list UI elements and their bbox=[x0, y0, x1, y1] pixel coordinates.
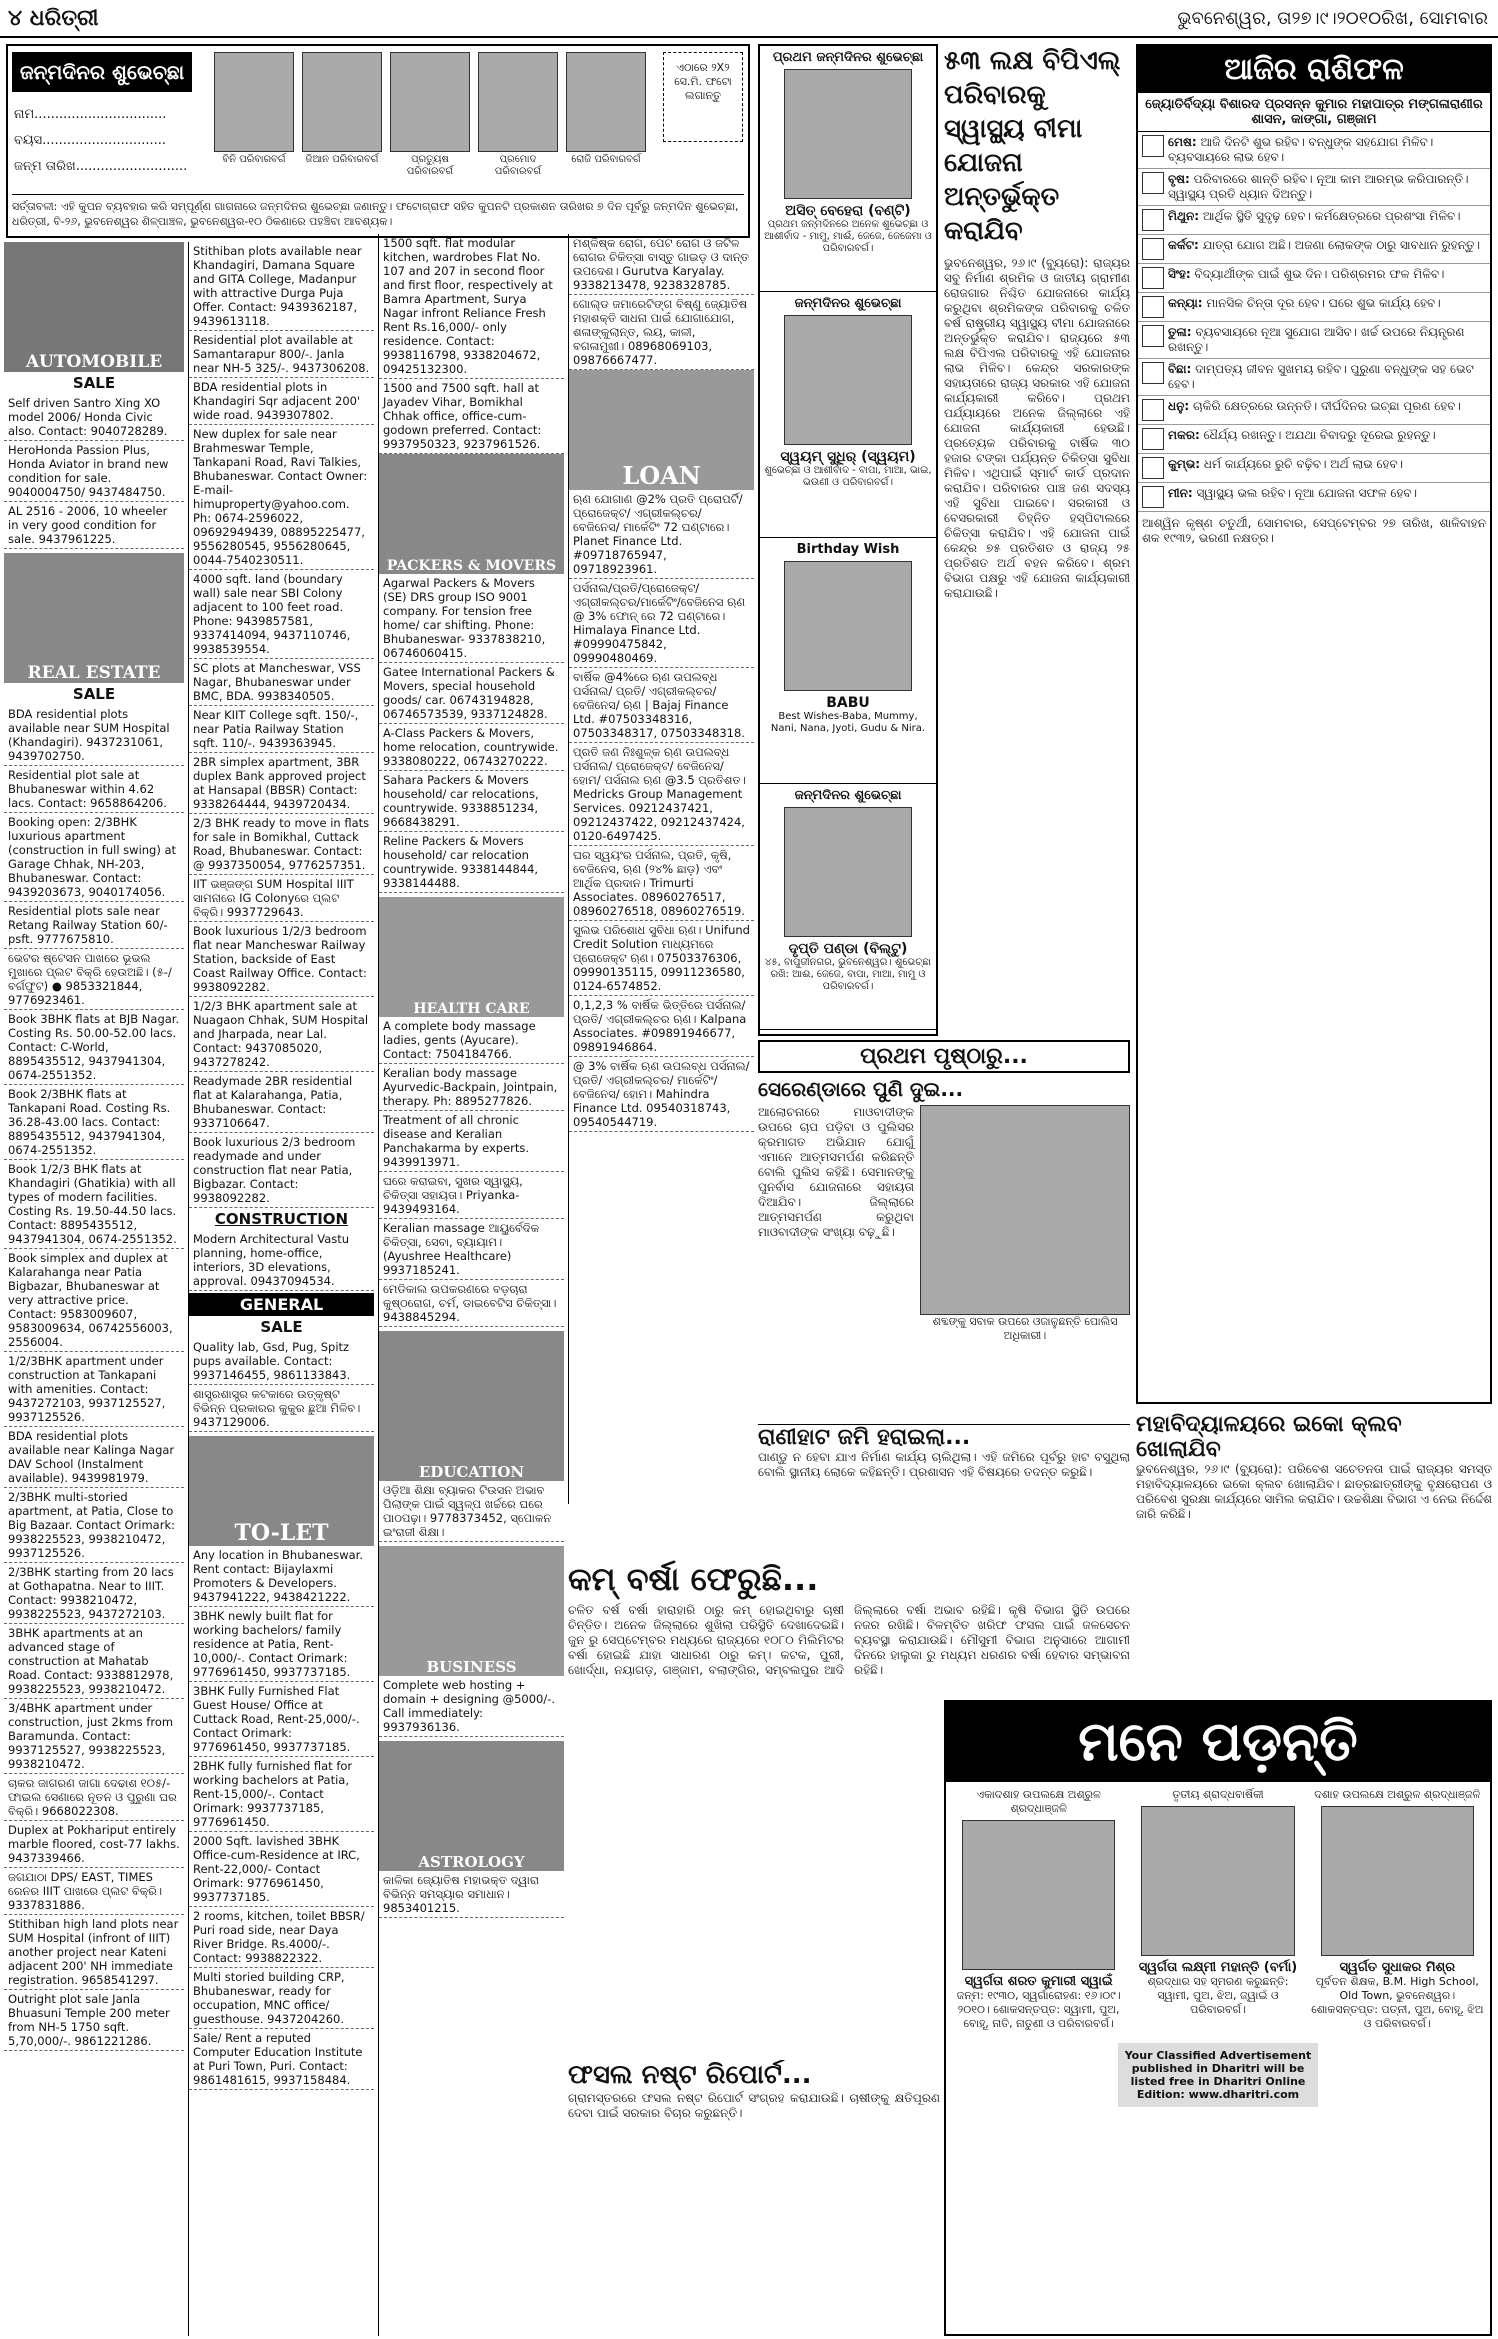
real-estate-label: REAL ESTATE bbox=[27, 663, 161, 683]
horoscope-text bbox=[1168, 238, 1486, 260]
zodiac-sign: ମୀନ: bbox=[1168, 486, 1193, 500]
child-caption: ପ୍ରତ୍ୟୁଷ ପରିବାରବର୍ଗ bbox=[406, 154, 454, 177]
classified-ad: Outright plot sale Janla Bhuasuni Temple 200 meter from NH-5 1750 sqft. 5,70,000/-. 9861221286. bbox=[4, 1990, 184, 2051]
child-caption: ପ୍ରମୋଦ ପରିବାରବର୍ଗ bbox=[494, 154, 542, 177]
child-caption: ରୋଜି ପରିବାରବର୍ଗ bbox=[571, 154, 641, 165]
classified-ad: 2/3BHK multi-storied apartment, at Patia, Close to Big Bazaar. Contact Orimark: 9938225523, 9938210472, 9937125526. bbox=[4, 1488, 184, 1563]
greeting-photo bbox=[784, 807, 912, 937]
classified-ad: Stithiban plots available near Khandagiri, Damana Square and GITA College, Madanpur with attractive Durga Puja Offer. Contact: 9439362187, 9439613118. bbox=[189, 242, 374, 331]
horoscope-text bbox=[1168, 296, 1486, 318]
business-label: BUSINESS bbox=[426, 1658, 517, 1676]
construction-heading: CONSTRUCTION bbox=[214, 1210, 349, 1228]
classified-ad: ମେଡିକାଲ ଉପକରଣରେ ବଡ଼ଚାରା କୁଷ୍ଠରୋଗ, ଚର୍ମ, ଡାଇବେଟିସ ଚିକିତ୍ସା। 9438845294. bbox=[379, 1280, 564, 1327]
story-crop-loss-body: ଗ୍ରାମସ୍ତରରେ ଫସଲ ନଷ୍ଟ ରିପୋର୍ଟ ସଂଗ୍ରହ କରାଯାଉଛି। ଚାଷୀଙ୍କୁ କ୍ଷତିପୂରଣ ଦେବା ପାଇଁ ସରକାର ବିଚାର କରୁଛନ୍ତି। bbox=[568, 2091, 940, 2120]
classified-ad: @ 3% ବାର୍ଷିକ ଋଣ ଉପଲବ୍ଧ ପର୍ସନାଲ/ ପ୍ରତି/ ଏଗ୍ରୀକଲ୍ଚର/ ମାର୍କେଟିଂ/ ବେଜିନେସ/ ହୋମ। Mahindra Finance Ltd. 09540318743, 09540544719. bbox=[569, 1057, 754, 1132]
zodiac-icon bbox=[1142, 325, 1164, 347]
masthead bbox=[0, 0, 1498, 38]
classifieds-col-4 bbox=[568, 234, 754, 1504]
automobile-category-image bbox=[4, 242, 184, 372]
horoscope-item bbox=[1138, 264, 1490, 293]
horoscope-text bbox=[1168, 399, 1486, 421]
classified-ad: 3/4BHK apartment under construction, just 2kms from Baramunda. Contact: 9937125527, 9938225523, 9938210472. bbox=[4, 1699, 184, 1774]
horoscope-text bbox=[1168, 457, 1486, 479]
classified-ad: BDA residential plots in Khandagiri Sqr adjacent 200' wide road. 9439307802. bbox=[189, 378, 374, 425]
horoscope-item bbox=[1138, 359, 1490, 396]
horoscope-list bbox=[1138, 132, 1490, 512]
classified-ad: Book 1/2/3 BHK flats at Khandagiri (Ghatikia) with all types of modern facilities. Costing Rs. 19.50-44.50 lacs. Contact: 8895435512, 9437941304, 0674-2551352. bbox=[4, 1160, 184, 1249]
greeting-card bbox=[760, 46, 936, 292]
to-let-label: TO-LET bbox=[234, 1520, 329, 1546]
classified-ad: Reline Packers & Movers household/ car relocation countrywide. 9338144844, 9338144488. bbox=[379, 832, 564, 893]
classifieds-col-1 bbox=[4, 242, 184, 2336]
dateline: ଭୁବନେଶ୍ୱର, ତା୨୭।୯।୨୦୧୦ରିଖ, ସୋମବାର bbox=[1177, 8, 1488, 29]
birthday-coupon bbox=[6, 44, 750, 238]
classified-ad: BDA residential plots available near Kalinga Nagar DAV School (Instalment available). 9439981979. bbox=[4, 1427, 184, 1488]
obituary-3 bbox=[1311, 1788, 1484, 2031]
horoscope-panel bbox=[1136, 44, 1492, 1404]
classified-ad: Book 3BHK flats at BJB Nagar. Costing Rs. 50.00-52.00 lacs. Contact: C-World, 8895435512, 9437941304, 0674-2551352. bbox=[4, 1010, 184, 1085]
classified-ad: Any location in Bhubaneswar. Rent contact: Bijaylaxmi Promoters & Developers. 9437941222, 9438421222. bbox=[189, 1546, 374, 1607]
zodiac-icon bbox=[1142, 172, 1164, 194]
classifieds-col-2 bbox=[188, 242, 374, 2336]
birthday-photos bbox=[214, 52, 654, 182]
horoscope-item bbox=[1138, 425, 1490, 454]
zodiac-sign: କୁମ୍ଭ: bbox=[1168, 457, 1201, 471]
education-category-image bbox=[379, 1331, 564, 1481]
greeting-photo bbox=[784, 69, 912, 199]
horoscope-title: ଆଜିର ରାଶିଫଳ bbox=[1138, 46, 1490, 93]
horoscope-item bbox=[1138, 235, 1490, 264]
classified-ad: 4000 sqft. land (boundary wall) sale near SBI Colony adjacent to 100 feet road. Phone: 9439857581, 9337414094, 9437110746, 9938539554. bbox=[189, 570, 374, 659]
business-ad: Complete web hosting + domain + designing @5000/-. Call immediately: 9937936136. bbox=[379, 1676, 564, 1737]
classified-ad: Book simplex and duplex at Kalarahanga near Patia Bigbazar, Bhubaneswar at very attractive price. Contact: 9583009607, 9583009634, 06742556003, 2556004. bbox=[4, 1249, 184, 1352]
horoscope-item bbox=[1138, 132, 1490, 169]
obituary-2-name: ସ୍ୱର୍ଗତା ଲକ୍ଷ୍ମୀ ମହାନ୍ତି (ବର୍ମା) bbox=[1138, 1960, 1298, 1975]
front-page-continuations bbox=[758, 1040, 1130, 1420]
greeting-text: Best Wishes-Baba, Mummy, Nani, Nana, Jyoti, Gudu & Nira. bbox=[770, 711, 926, 734]
classified-ad: ଭେଟର ଷ୍ଟେସନ ପାଖରେ ଭୂଭଲ ମୁଖାରେ ପ୍ଲଟ ବିକ୍ରି ହେଉଅଛି। (୫-/ବର୍ଗଫୁଟ) ● 9853321844, 9776923461. bbox=[4, 949, 184, 1010]
astrology-category-image bbox=[379, 1741, 564, 1871]
greeting-text: ପ୍ରଥମ ଜନ୍ମଦିନରେ ଅନେକ ଶୁଭେଚ୍ଛା ଓ ଆଶୀର୍ବାଦ - ମାମୁ, ମାଈଁ, ଜେଜେ, ଜେଜେମା ଓ ପରିବାରବର୍ଗ। bbox=[764, 219, 932, 254]
property-ads bbox=[189, 242, 374, 1208]
birthday-child bbox=[390, 52, 470, 182]
horoscope-text bbox=[1168, 209, 1486, 231]
continued-strip: ପ୍ରଥମ ପୃଷ୍ଠାରୁ... bbox=[758, 1040, 1130, 1073]
greeting-card bbox=[760, 538, 936, 784]
classified-ad: Booking open: 2/3BHK luxurious apartment (construction in full swing) at Garage Chhak, NH-203, Bhubaneswar. Contact: 9439203673, 9040174056. bbox=[4, 813, 184, 902]
zodiac-icon bbox=[1142, 135, 1164, 157]
classified-ad: 2 rooms, kitchen, toilet BBSR/ Puri road side, near Daya River Bridge. Rs.4000/-. Contact: 9938822322. bbox=[189, 1907, 374, 1968]
classified-ad: IIT ଭଞ୍ଜଙ୍ଗ SUM Hospital IIIT ସାମନାରେ IG Colonyରେ ପ୍ଲଟ ବିକ୍ରି। 9937729643. bbox=[189, 875, 374, 922]
classified-ad: Book 2/3BHK flats at Tankapani Road. Costing Rs. 36.28-43.00 lacs. Contact: 8895435512, 9437941304, 0674-2551352. bbox=[4, 1085, 184, 1160]
classified-ad: Near KIIT College sqft. 150/-, near Patia Railway Station sqft. 110/-. 9439363945. bbox=[189, 706, 374, 753]
obituary-1 bbox=[952, 1788, 1125, 2031]
obituary-1-occasion: ଏକାଦଶାହ ଉପଲକ୍ଷେ ଅଶ୍ରୁଳ ଶ୍ରଦ୍ଧାଞ୍ଜଳି bbox=[976, 1788, 1101, 1815]
greeting-text: ଶୁଭେଚ୍ଛା ଓ ଆଶୀର୍ବାଦ - ବାପା, ମାଆ, ଭାଇ, ଭଉଣୀ ଓ ପରିବାରବର୍ଗ। bbox=[764, 465, 932, 488]
astrology-label: ASTROLOGY bbox=[418, 1853, 525, 1871]
greeting-photo bbox=[784, 561, 912, 691]
age-field[interactable]: ବୟସ.............................. bbox=[14, 133, 167, 148]
horoscope-text bbox=[1168, 172, 1486, 202]
classified-ad: 1/2/3 BHK apartment sale at Nuagaon Chhak, SUM Hospital and Jharpada, near Lal. Contact: 9437085020, 9437278242. bbox=[189, 997, 374, 1072]
zodiac-icon bbox=[1142, 296, 1164, 318]
zodiac-sign: ମେଷ: bbox=[1168, 135, 1197, 149]
obituary-2 bbox=[1131, 1788, 1304, 2031]
panjika-footer: ଆଶ୍ୱିନ କୃଷ୍ଣ ଚତୁର୍ଥୀ, ସୋମବାର, ସେପ୍ଟେମ୍ବର ୨୭ ତାରିଖ, ଶାଳିବାହନ ଶକ ୧୯୩୨, ଭରଣୀ ନକ୍ଷତ୍ର। bbox=[1142, 516, 1486, 545]
classified-ad: ଘରେ କରାଇବା, ସୁଖର ସ୍ୱାସ୍ଥ୍ୟ, ଚିକିତ୍ସା ସହାୟତା। Priyanka- 9439493164. bbox=[379, 1172, 564, 1219]
business-category-image bbox=[379, 1546, 564, 1676]
classified-ad: 2/3BHK starting from 20 lacs at Gothapatna. Near to IIIT. Contact: 9938210472, 9938225523, 9437272103. bbox=[4, 1563, 184, 1624]
classified-ad: ଗୋଲ୍ଡ ଜମାରେଟିଙ୍ଗ ବିଷ୍ଣୁ ଜ୍ୟୋତିଷ ମହାଶକ୍ତି ସାଧନା ପାଇଁ ଯୋଗାଯୋଗ, ଶଳାଙ୍କୁଲାନ୍ତ, ଲୟ, କାଳୀ, ବଗଳାମୁଖୀ। 08968069103, 09876667477. bbox=[569, 295, 754, 370]
classified-ad: AL 2516 - 2006, 10 wheeler in very good condition for sale. 9437961225. bbox=[4, 502, 184, 549]
packers-category-image bbox=[379, 454, 564, 574]
greeting-text: ୪୫, ବାପୁଜୀନଗର, ଭୁବନେଶ୍ୱର। ଶୁଭେଚ୍ଛା ରଖି: ଆଈ, ଜେଜେ, ବାପା, ମାଆ, ମାମୁ ଓ ପରିବାରବର୍ଗ। bbox=[764, 957, 932, 992]
story-eco-club-headline: ମହାବିଦ୍ୟାଳୟରେ ଇକୋ କ୍ଲବ ଖୋଲାଯିବ bbox=[1136, 1412, 1402, 1462]
greeting-photo bbox=[784, 315, 912, 445]
classified-ad: Residential plot available at Samantarapur 800/-. Janla near NH-5 325/-. 9437306208. bbox=[189, 331, 374, 378]
birthday-child bbox=[302, 52, 382, 182]
automobile-ads bbox=[4, 394, 184, 549]
classified-ad: 1/2/3BHK apartment under construction at Tankapani with amenities. Contact: 9437272103, 9937125527, 9937125526. bbox=[4, 1352, 184, 1427]
classified-ad: 2000 Sqft. lavished 3BHK Office-cum-Residence at IRC, Rent-22,000/- Contact Orimark: 9776961450, 9937737185. bbox=[189, 1832, 374, 1907]
child-photo bbox=[566, 52, 646, 152]
coupon-terms: ସର୍ତ୍ତାବଳୀ: ଏହି କୁପନ ବ୍ୟବହାର କରି ସମ୍ପୂର୍ଣ୍ଣ ଗାଗନାରେ ଜନ୍ମଦିନର ଶୁଭେଚ୍ଛା ଜଣାନ୍ତୁ। ଫଟୋଗ୍ରାଫ ସହିତ କୁପନଟି ପ୍ରକାଶନ ତାରିଖର ୭ ଦିନ ପୂର୍ବରୁ ଜନ୍ମଦିନ ଶୁଭେଚ୍ଛା, ଧରିତ୍ରୀ, ବି-୨୬, ଭୁବନେଶ୍ୱର ଶିଳ୍ପାଞ୍ଚଳ, ଭୁବନେଶ୍ୱର-୧୦ ଠିକଣାରେ ପହଞ୍ଚିବା ଆବଶ୍ୟକ। bbox=[12, 194, 744, 229]
greeting-title: ପ୍ରଥମ ଜନ୍ମଦିନର ଶୁଭେଚ୍ଛା bbox=[772, 50, 924, 65]
zodiac-prediction: ବ୍ୟବସାୟରେ ନୂଆ ସୁଯୋଗ ଆସିବ। ଖର୍ଚ୍ଚ ଉପରେ ନିୟନ୍ତ୍ରଣ ରଖନ୍ତୁ। bbox=[1168, 325, 1465, 354]
story-serenda-body: ଆଲୋଚନାରେ ମାଓବାଦୀଙ୍କ ଉପରେ ଚାପ ପଡ଼ିବା ଓ ପୁଲିସର କ୍ରମାଗତ ଅଭିଯାନ ଯୋଗୁଁ ଏମାନେ ଆତ୍ମସମର୍ପଣ କରିଛନ୍ତି ବୋଲି ପୁଲିସ କହିଛି। ସେମାନଙ୍କୁ ପୁନର୍ବାସ ଯୋଜନାରେ ସହାୟତା ଦିଆଯିବ। ଜିଲ୍ଲାରେ ଆତ୍ମସମର୍ପଣ କରୁଥିବା ମାଓବାଦୀଙ୍କ ସଂଖ୍ୟା ବଢ଼ୁଛି। bbox=[758, 1105, 914, 1239]
greeting-name: BABU bbox=[826, 695, 870, 711]
classified-ad: Multi storied building CRP, Bhubaneswar, ready for occupation, MNC office/ guesthouse. 9437204260. bbox=[189, 1968, 374, 2029]
zodiac-prediction: ମାନସିକ ଚିନ୍ତା ଦୂର ହେବ। ଘରେ ଶୁଭ କାର୍ଯ୍ୟ ହେବ। bbox=[1206, 296, 1441, 310]
health-label: HEALTH CARE bbox=[413, 1001, 530, 1017]
construction-ad: Modern Architectural Vastu planning, home-office, interiors, 3D elevations, approval. 09437094534. bbox=[189, 1230, 374, 1291]
online-edition-note: Your Classified Advertisement published in Dharitri will be listed free in Dharitri Online Edition: www.dharitri.com bbox=[1118, 2043, 1318, 2107]
to-let-ads bbox=[189, 1546, 374, 2090]
zodiac-prediction: ଧୈର୍ଯ୍ୟ ରଖନ୍ତୁ। ଅଯଥା ବିବାଦରୁ ଦୂରେଇ ରୁହନ୍ତୁ। bbox=[1203, 428, 1436, 442]
classified-ad: Book luxurious 1/2/3 bedroom flat near Mancheswar Railway Station, backside of East Coast Railway Office. Contact: 9938092282. bbox=[189, 922, 374, 997]
zodiac-sign: ମିଥୁନ: bbox=[1168, 209, 1200, 223]
greeting-cards bbox=[760, 46, 936, 1030]
zodiac-sign: ବିଛା: bbox=[1168, 362, 1192, 376]
child-photo bbox=[302, 52, 382, 152]
obituary-title: ମନେ ପଡ଼ନ୍ତି bbox=[946, 1702, 1490, 1782]
classified-ad: Readymade 2BR residential flat at Kalarahanga, Patia, Bhubaneswar. Contact: 9337106647. bbox=[189, 1072, 374, 1133]
obituary-3-occasion: ଦଶାହ ଉପଲକ୍ଷେ ଅଶ୍ରୁଳ ଶ୍ରଦ୍ଧାଞ୍ଜଳି bbox=[1314, 1788, 1481, 1801]
lead-body: ଭୁବନେଶ୍ୱର, ୨୬।୯ (ବ୍ୟୁରୋ): ରାଜ୍ୟର ସବୁ ନିର୍ମାଣ ଶ୍ରମିକ ଓ ଜାତୀୟ ଗ୍ରାମୀଣ ରୋଜଗାର ନିଶ୍ଚିତ ଯୋଜନାରେ କାର୍ଯ୍ୟ କରୁଥିବା ଶ୍ରମିକଙ୍କ ପରିବାରକୁ ଚଳିତ ବର୍ଷ ରାଷ୍ଟ୍ରୀୟ ସ୍ୱାସ୍ଥ୍ୟ ବୀମା ଯୋଜନାରେ ଅନ୍ତର୍ଭୁକ୍ତ କରାଯିବ। ରାଜ୍ୟରେ ୫୩ ଲକ୍ଷ ବିପିଏଲ ପରିବାରକୁ ଏହି ଯୋଜନାର ଲାଭ ମିଳିବ। କେନ୍ଦ୍ର ସରକାରଙ୍କ ସହାୟତାରେ ରାଜ୍ୟ ସରକାର ଏହି ଯୋଜନା କାର୍ଯ୍ୟକାରୀ କରିବେ। ପ୍ରଥମ ପର୍ଯ୍ୟାୟରେ ଅନେକ ଜିଲ୍ଲାରେ ଏହି ଯୋଜନା କାର୍ଯ୍ୟକାରୀ ହେଉଛି। ପ୍ରତ୍ୟେକ ପରିବାରକୁ ବାର୍ଷିକ ୩୦ ହଜାର ଟଙ୍କା ପର୍ଯ୍ୟନ୍ତ ଚିକିତ୍ସା ସୁବିଧା ମିଳିବ। ଏଥିପାଇଁ ସ୍ମାର୍ଟ କାର୍ଡ ପ୍ରଦାନ କରାଯିବ। ପରିବାରର ପାଞ୍ଚ ଜଣ ସଦସ୍ୟ ଏହି ସୁବିଧା ପାଇବେ। ସରକାରୀ ଓ ବେସରକାରୀ ଚିହ୍ନିତ ହସ୍ପିଟାଲରେ ଚିକିତ୍ସା କରାଯିବ। ଏହି ଯୋଜନା ପାଇଁ କେନ୍ଦ୍ର ୭୫ ପ୍ରତିଶତ ଓ ରାଜ୍ୟ ୨୫ ପ୍ରତିଶତ ଅର୍ଥ ବହନ କରିବେ। ଶ୍ରମ ବିଭାଗ ପକ୍ଷରୁ ଏହି ଯୋଜନା କାର୍ଯ୍ୟକାରୀ କରାଯାଉଛି। bbox=[944, 256, 1130, 600]
photo-placeholder: ଏଠାରେ ୨X୨ ସେ.ମି. ଫଟୋ ଲଗାନ୍ତୁ bbox=[663, 52, 743, 142]
story-eco-club-body: ଭୁବନେଶ୍ୱର, ୨୬।୯ (ବ୍ୟୁରୋ): ପରିବେଶ ସଚେତନତା ପାଇଁ ରାଜ୍ୟର ସମସ୍ତ ମହାବିଦ୍ୟାଳୟରେ ଇକୋ କ୍ଲବ ଖୋଲାଯିବ। ଛାତ୍ରଛାତ୍ରୀଙ୍କୁ ବୃକ୍ଷରୋପଣ ଓ ପରିବେଶ ସୁରକ୍ଷା କାର୍ଯ୍ୟରେ ସାମିଲ କରାଯିବ। ଉଚ୍ଚଶିକ୍ଷା ବିଭାଗ ଏ ନେଇ ନିର୍ଦ୍ଦେଶ ଜାରି କରିଛି। bbox=[1136, 1462, 1492, 1521]
obituary-2-photo bbox=[1141, 1806, 1294, 1956]
real-estate-ads bbox=[4, 705, 184, 2051]
horoscope-text bbox=[1168, 362, 1486, 392]
story-low-rain-body: ଚଳିତ ବର୍ଷ ବର୍ଷା ହାରାହାରି ଠାରୁ କମ୍ ହୋଇଥିବାରୁ ଚାଷୀ ଚିନ୍ତିତ। ଅନେକ ଜିଲ୍ଲାରେ ଶୁଖିଲା ପରିସ୍ଥିତି ଦେଖାଦେଇଛି। ଜୁନ ରୁ ସେପ୍ଟେମ୍ବର ମଧ୍ୟରେ ରାଜ୍ୟରେ ୧୦୮୦ ମିଲିମିଟର ବର୍ଷା ହୋଇଛି ଯାହା ସାଧାରଣ ଠାରୁ କମ୍। କଟକ, ପୁରୀ, ଖୋର୍ଦ୍ଧା, ନୟାଗଡ଼, ଗଞ୍ଜାମ, ବଲାଙ୍ଗିର, ସମ୍ବଲପୁର ଆଦି ଜିଲ୍ଲାରେ ବର୍ଷା ଅଭାବ ରହିଛି। କୃଷି ବିଭାଗ ସ୍ଥିତି ଉପରେ ନଜର ରଖିଛି। ବିଳମ୍ବିତ ଖରିଫ ଫସଲ ପାଇଁ ଜଳସେଚନ ବ୍ୟବସ୍ଥା କରାଯାଉଛି। ମୌସୁମୀ ବିଭାଗ ଅନୁସାରେ ଆଗାମୀ ଦିନରେ ହାଲୁକା ରୁ ମଧ୍ୟମ ଧରଣର ବର୍ଷା ହେବାର ସମ୍ଭାବନା ରହିଛି। bbox=[568, 1603, 1130, 1677]
lead-story bbox=[944, 44, 1130, 1036]
general-ads bbox=[189, 1338, 374, 1432]
astrology-service-ads bbox=[569, 234, 754, 370]
zodiac-sign: ଧନୁ: bbox=[1168, 399, 1190, 413]
classified-ad: ଚାକର ଜାଗରଣ ଜାଗା ଦେଢାଶ ୧୦୫/- ଫାଇଲ ସେଣାରେ ନୂତନ ଓ ପୁରୁଣା ଘର ବିକ୍ରି। 9668022308. bbox=[4, 1774, 184, 1821]
health-ads bbox=[379, 1017, 564, 1327]
classified-ad: Keralian body massage Ayurvedic-Backpain, Jointpain, therapy. Ph: 8895277826. bbox=[379, 1064, 564, 1111]
classified-ad: Keralian massage ଆୟୁର୍ବେଦିକ ଚିକିତ୍ସା, ସେବା, ବ୍ୟାୟାମ। (Ayushree Healthcare) 9937185241. bbox=[379, 1219, 564, 1280]
automobile-sale-heading: SALE bbox=[72, 374, 116, 392]
classified-ad: ପ୍ରତି ଜଣ ନିଃଶୁଳ୍କ ଋଣ ଉପଲବ୍ଧ ପର୍ସନାଲ/ ପ୍ରୋଜେକ୍ଟ/ ବେଜିନେସ/ ହୋମ/ ପର୍ସନାଲ ଋଣ @3.5 ପ୍ରତିଶତ। Medricks Group Management Services. 09212437421, 09212437422, 09212437424, 0120-6497425. bbox=[569, 743, 754, 846]
education-label: EDUCATION bbox=[418, 1463, 525, 1481]
horoscope-text bbox=[1168, 486, 1486, 508]
zodiac-prediction: ଧର୍ମ କାର୍ଯ୍ୟରେ ରୁଚି ବଢ଼ିବ। ଅର୍ଥ ଲାଭ ହେବ। bbox=[1203, 457, 1404, 471]
classified-ad: 3BHK newly built flat for working bachelors/ family residence at Patia, Rent-10,000/-. Contact Orimark: 9776961450, 9937737185. bbox=[189, 1607, 374, 1682]
lead-headline: ୫୩ ଲକ୍ଷ ବିପିଏଲ୍ ପରିବାରକୁ ସ୍ୱାସ୍ଥ୍ୟ ବୀମା ଯୋଜନା ଅନ୍ତର୍ଭୁକ୍ତ କରାଯିବ bbox=[944, 46, 1121, 246]
horoscope-item bbox=[1138, 293, 1490, 322]
zodiac-prediction: ଚାକିରି କ୍ଷେତ୍ରରେ ଉନ୍ନତି। ଦୀର୍ଘଦିନର ଇଚ୍ଛା ପୂରଣ ହେବ। bbox=[1193, 399, 1461, 413]
greeting-card bbox=[760, 784, 936, 1030]
dob-field[interactable]: ଜନ୍ମ ତାରିଖ........................... bbox=[14, 159, 188, 174]
zodiac-prediction: ସ୍ୱାସ୍ଥ୍ୟ ଭଲ ରହିବ। ନୂଆ ଯୋଜନା ସଫଳ ହେବ। bbox=[1196, 486, 1417, 500]
packers-ads bbox=[379, 574, 564, 893]
classified-ad: 1500 sqft. flat modular kitchen, wardrobes Flat No. 107 and 207 in second floor and first floor, respectively at Bamra Apartment, Surya Nagar infront Reliance Fresh Rent Rs.16,000/- only residence. Contact: 9938116798, 9338204672, 09425132300. bbox=[379, 234, 564, 379]
greeting-name: ଦୃପ୍ତି ପଣ୍ଡା (ବିଲ୍ଟୁ) bbox=[788, 941, 908, 957]
zodiac-sign: କନ୍ୟା: bbox=[1168, 296, 1203, 310]
horoscope-item bbox=[1138, 483, 1490, 512]
horoscope-text bbox=[1168, 428, 1486, 450]
birthday-child bbox=[214, 52, 294, 182]
classified-ad: 0,1,2,3 % ବାର୍ଷିକ ଭିତ୍ତିରେ ପର୍ସନାଲ/ ପ୍ରତି/ ଏଗ୍ରୀକଲ୍ଚର ଋଣ। Kalpana Associates. #09891946677, 09891946864. bbox=[569, 996, 754, 1057]
story-eco-club bbox=[1136, 1412, 1492, 1692]
classified-ad: ଘର ସ୍ୱୟଂର ପର୍ସନାଲ, ପ୍ରତି, କୃଷି, ବେଜିନେସ, ଋଣ (୨୪% ଛାଡ଼) ଏବଂ ଆର୍ଥିକ ପ୍ରଦାନ। Trimurti Associates. 08960276517, 08960276518, 08960276519. bbox=[569, 846, 754, 921]
horoscope-item bbox=[1138, 169, 1490, 206]
classified-ad: Book luxurious 2/3 bedroom readymade and under construction flat near Patia, Bigbazar. Contact: 9938092282. bbox=[189, 1133, 374, 1208]
general-sale-heading: SALE bbox=[260, 1318, 303, 1336]
zodiac-sign: ମକର: bbox=[1168, 428, 1200, 442]
classified-ad: Gatee International Packers & Movers, special household goods/ car. 06743194828, 06746573539, 9337124828. bbox=[379, 663, 564, 724]
greeting-title: ଜନ୍ମଦିନର ଶୁଭେଚ୍ଛା bbox=[794, 296, 902, 311]
story-ranihat-body: ପାଣ୍ଡୁ ନ ହେବା ଯାଏ ନିର୍ମାଣ କାର୍ଯ୍ୟ ଚାଲିଥିଲା। ଏହି ଜମିରେ ପୂର୍ବରୁ ହାଟ ବସୁଥିଲା ବୋଲି ସ୍ଥାନୀୟ ଲୋକେ କହିଛନ୍ତି। ପ୍ରଶାସନ ଏହି ବିଷୟରେ ତଦନ୍ତ କରୁଛି। bbox=[758, 1450, 1130, 1479]
zodiac-prediction: ଦାମ୍ପତ୍ୟ ଜୀବନ ସୁଖମୟ ରହିବ। ପୁରୁଣା ବନ୍ଧୁଙ୍କ ସହ ଭେଟ ହେବ। bbox=[1168, 362, 1474, 391]
classified-ad: 2BHK fully furnished flat for working bachelors at Patia, Rent-15,000/-. Contact Orimark: 9937737185, 9776961450. bbox=[189, 1757, 374, 1832]
zodiac-prediction: ଯାତ୍ରା ଯୋଗ ଅଛି। ଅଜଣା ଲୋକଙ୍କ ଠାରୁ ସାବଧାନ ରୁହନ୍ତୁ। bbox=[1202, 238, 1480, 252]
classified-ad: ଶାସ୍ତ୍ରଶାସ୍ତ୍ର କଟକାରେ ଉତ୍କୃଷ୍ଟ ବିଭିନ୍ନ ପ୍ରକାରର କୁକୁର ଛୁଆ ମିଳିବ। 9437129006. bbox=[189, 1385, 374, 1432]
greeting-card bbox=[760, 292, 936, 538]
horoscope-item bbox=[1138, 396, 1490, 425]
greeting-title: Birthday Wish bbox=[796, 542, 900, 557]
classified-ad: ଋଣ ଯୋଗାଣ @2% ପ୍ରତି ପ୍ରୋପର୍ଟି/ ପ୍ରୋଜେକ୍ଟ/ ଏଗ୍ରୀକଲ୍ଚର/ ବେଜିନେସ/ ମାର୍କେଟିଂ 72 ଘଣ୍ଟାରେ। Planet Finance Ltd. #09718765947, 09718923961. bbox=[569, 490, 754, 579]
obituary-1-name: ସ୍ୱର୍ଗତା ଶରତ କୁମାରୀ ସ୍ୱାଇଁ bbox=[964, 1974, 1113, 1989]
birthday-child bbox=[478, 52, 558, 182]
zodiac-prediction: ବିଦ୍ୟାର୍ଥୀଙ୍କ ପାଇଁ ଶୁଭ ଦିନ। ପରିଶ୍ରମର ଫଳ ମିଳିବ। bbox=[1194, 267, 1445, 281]
greetings-column bbox=[758, 44, 938, 1036]
rental-ads bbox=[379, 234, 564, 454]
zodiac-sign: ତୁଳା: bbox=[1168, 325, 1192, 339]
zodiac-prediction: ଆର୍ଥିକ ସ୍ଥିତି ସୁଦୃଢ଼ ହେବ। କର୍ମକ୍ଷେତ୍ରରେ ପ୍ରଶଂସା ମିଳିବ। bbox=[1202, 209, 1461, 223]
obituary-1-photo bbox=[962, 1820, 1115, 1970]
classified-ad: Agarwal Packers & Movers (SE) DRS group ISO 9001 company. For tension free home/ car shifting. Phone: Bhubaneswar- 9337838210, 06746060415. bbox=[379, 574, 564, 663]
classified-ad: ମଶ୍ଳିଷ୍କ ରୋଗ, ପେଟ ରୋଗ ଓ ଜଟିଳ ରୋଗର ଚିକିତ୍ସା ବାସ୍ତୁ ଗାଇଡ଼ ଓ ଦାନ୍ତ ଉପଦେଶ। Gurutva Karyalay. 9338213478, 9238328785. bbox=[569, 234, 754, 295]
astrology-ad: କାଳିକା ଜ୍ୟୋତିଷ ମହାଭକ୍ତ ଦ୍ୱାରା ବିଭିନ୍ନ ସମସ୍ୟାର ସମାଧାନ। 9853401215. bbox=[379, 1871, 564, 1918]
news-photo bbox=[920, 1105, 1130, 1315]
birthday-child bbox=[566, 52, 646, 182]
obituary-2-text: ଶ୍ରଦ୍ଧାର ସହ ସ୍ମରଣ କରୁଛନ୍ତି: ସ୍ୱାମୀ, ପୁଅ, ଝିଅ, ଜ୍ୱାଇଁ ଓ ପରିବାରବର୍ଗ। bbox=[1147, 1975, 1289, 2016]
classified-ad: 2/3 BHK ready to move in flats for sale in Bomikhal, Cuttack Road, Bhubaneswar. Contact: @ 9937350054, 9776257351. bbox=[189, 814, 374, 875]
classifieds-col-3 bbox=[378, 234, 564, 2336]
classified-ad: 3BHK Fully Furnished Flat Guest House/ Office at Cuttack Road, Rent-25,000/-. Contact Orimark: 9776961450, 9937737185. bbox=[189, 1682, 374, 1757]
story-crop-loss-headline: ଫସଲ ନଷ୍ଟ ରିପୋର୍ଟ... bbox=[568, 2060, 812, 2090]
horoscope-item bbox=[1138, 322, 1490, 359]
classified-ad: Duplex at Pokhariput entirely marble floored, cost-77 lakhs. 9437339466. bbox=[4, 1821, 184, 1868]
classified-ad: New duplex for sale near Brahmeswar Temple, Tankapani Road, Ravi Talkies, Bhubaneswar. Contact Owner: E-mail-himuproperty@yahoo.com. Ph: 0674-2596022, 09692949439, 08895225477, 9556280545, 9556280645, 0044-7540230511. bbox=[189, 425, 374, 570]
obituary-2-occasion: ତୃତୀୟ ଶ୍ରାଦ୍ଧବାର୍ଷିକୀ bbox=[1172, 1788, 1264, 1801]
classified-ad: ପର୍ସନାଲ/ପ୍ରତି/ପ୍ରୋଜେକ୍ଟ/ ଏଗ୍ରୀକଲ୍ଚର/ମାର୍କେଟିଂ/ବେଜିନେସ ଋଣ @ 3% ଫୋନ୍ ରେ 72 ଘଣ୍ଟାରେ। Himalaya Finance Ltd. #09990475842, 09990480469. bbox=[569, 579, 754, 668]
zodiac-icon bbox=[1142, 457, 1164, 479]
horoscope-text bbox=[1168, 135, 1486, 165]
story-crop-loss bbox=[568, 2060, 940, 2336]
classified-ad: Residential plots sale near Retang Railway Station 60/-psft. 9777675810. bbox=[4, 902, 184, 949]
greeting-name: ଅସିତ୍ ବେହେରା (ବଣ୍ଟି) bbox=[785, 203, 911, 219]
classified-ad: Sale/ Rent a reputed Computer Education Institute at Puri Town, Puri. Contact: 9861481615, 9937158484. bbox=[189, 2029, 374, 2090]
real-estate-sale-heading: SALE bbox=[72, 685, 116, 703]
classified-ad: Treatment of all chronic disease and Keralian Panchakarma by experts. 9439913971. bbox=[379, 1111, 564, 1172]
zodiac-icon bbox=[1142, 238, 1164, 260]
classified-ad: Residential plot sale at Bhubaneswar within 4.62 lacs. Contact: 9658864206. bbox=[4, 766, 184, 813]
zodiac-icon bbox=[1142, 209, 1164, 231]
greeting-name: ସ୍ୱୟମ୍ ସୁଧିର୍ (ସ୍ୱୟମ) bbox=[780, 449, 916, 465]
loan-category-image bbox=[569, 370, 754, 490]
story-ranihat-headline: ରାଣୀହାଟ ଜମି ହରାଇଲା... bbox=[758, 1425, 971, 1450]
to-let-category-image bbox=[189, 1436, 374, 1546]
zodiac-prediction: ପରିବାରରେ ଶାନ୍ତି ରହିବ। ନୂଆ କାମ ଆରମ୍ଭ କରିପାରନ୍ତି। ସ୍ୱାସ୍ଥ୍ୟ ପ୍ରତି ଧ୍ୟାନ ଦିଅନ୍ତୁ। bbox=[1168, 172, 1469, 201]
classified-ad: A complete body massage ladies, gents (Ayucare). Contact: 7504184766. bbox=[379, 1017, 564, 1064]
zodiac-icon bbox=[1142, 486, 1164, 508]
classified-ad: ବାର୍ଷିକ @4%ରେ ଋଣ ଉପଲବ୍ଧ ପର୍ସନାଲ/ ପ୍ରତି/ ଏଗ୍ରୀକଲ୍ଚର/ ବେଜିନେସ/ ଋଣ | Bajaj Finance Ltd. #07503348316, 07503348317, 07503348318. bbox=[569, 668, 754, 743]
real-estate-category-image bbox=[4, 553, 184, 683]
obituary-1-text: ଜନ୍ମ: ୧୯୩୦, ସ୍ୱର୍ଗାରୋହଣ: ୧୬।୦୯।୨୦୧୦। ଶୋକସନ୍ତପ୍ତ: ସ୍ୱାମୀ, ପୁଅ, ବୋହୂ, ନାତି, ନାତୁଣୀ ଓ ପରିବାରବର୍ଗ। bbox=[956, 1989, 1121, 2030]
obituary-panel bbox=[944, 1700, 1492, 2336]
loan-label: LOAN bbox=[622, 461, 701, 490]
loan-ads bbox=[569, 490, 754, 1132]
page-number: ୪ ଧରିତ୍ରୀ bbox=[8, 6, 99, 31]
child-photo bbox=[478, 52, 558, 152]
classified-ad: BDA residential plots available near SUM Hospital (Khandagiri). 9437231061, 9439702750. bbox=[4, 705, 184, 766]
child-photo bbox=[214, 52, 294, 152]
story-serenda-headline: ସେରେଣ୍ଡାରେ ପୁଣି ଦୁଇ... bbox=[758, 1077, 964, 1101]
horoscope-item bbox=[1138, 206, 1490, 235]
general-heading: GENERAL bbox=[189, 1293, 374, 1316]
classified-ad: Sahara Packers & Movers household/ car relocations, countrywide. 9338851234, 9668438291. bbox=[379, 771, 564, 832]
birthday-coupon-title: ଜନ୍ମଦିନର ଶୁଭେଚ୍ଛା bbox=[12, 52, 192, 92]
classified-ad: SC plots at Mancheswar, VSS Nagar, Bhubaneswar under BMC, BDA. 9938340505. bbox=[189, 659, 374, 706]
story-ranihat bbox=[758, 1424, 1130, 1554]
classified-ad: A-Class Packers & Movers, home relocation, countrywide. 9338080222, 06743270222. bbox=[379, 724, 564, 771]
education-ad: ଓଡ଼ିଆ ଶିକ୍ଷା ବ୍ୟାକର ଟିଉସନ ଅଭାବ ପିଲାଙ୍କ ପାଇଁ ସ୍ୱଳ୍ପ ଖର୍ଚ୍ଚରେ ଘରେ ପାଠପଢ଼ା। 9778373452, ସ୍ପୋକନ ଇଂରାଜୀ ଶିକ୍ଷା। bbox=[379, 1481, 564, 1542]
zodiac-prediction: ଆଜି ଦିନଟି ଶୁଭ ରହିବ। ବନ୍ଧୁଙ୍କ ସହଯୋଗ ମିଳିବ। ବ୍ୟବସାୟରେ ଲାଭ ହେବ। bbox=[1168, 135, 1434, 164]
classified-ad: 3BHK apartments at an advanced stage of construction at Mahatab Road. Contact: 9338812978, 9938225523, 9938210472. bbox=[4, 1624, 184, 1699]
child-caption: ଜିଆନ ପରିବାରବର୍ଗ bbox=[305, 154, 379, 165]
name-field[interactable]: ନାମ................................ bbox=[14, 107, 167, 122]
classified-ad: ସୁଲଭ ପରିଶୋଧ ସୁବିଧା ଋଣ। Unifund Credit Solution ମାଧ୍ୟମରେ ପ୍ରୋଜେକ୍ଟ ଋଣ। 07503376306, 09990135115, 09911236580, 0124-6574852. bbox=[569, 921, 754, 996]
classified-ad: ଜଗଯାଠା DPS/ EAST, TIMES ରେନର IIIT ପାଖରେ ପ୍ଲଟ ବିକ୍ରି। 9337831886. bbox=[4, 1868, 184, 1915]
zodiac-sign: କର୍କଟ: bbox=[1168, 238, 1199, 252]
classified-ad: Quality lab, Gsd, Pug, Spitz pups available. Contact: 9937146455, 9861133843. bbox=[189, 1338, 374, 1385]
zodiac-sign: ବୃଷ: bbox=[1168, 172, 1190, 186]
news-photo-caption: ଶବ୍ଦଙ୍କୁ ସବାକ ଉପରେ ଓଜାଳୁଛନ୍ତି ପୋଲିସ ଅଧିକାରୀ। bbox=[932, 1315, 1118, 1342]
child-caption: ବିନି ପରିବାରବର୍ଗ bbox=[222, 154, 286, 165]
obituary-3-text: ପୂର୍ବତନ ଶିକ୍ଷକ, B.M. High School, Old Town, ଭୁବନେଶ୍ୱର। ଶୋକସନ୍ତପ୍ତ: ପତ୍ନୀ, ପୁଅ, ବୋହୂ, ଝିଅ ଓ ପରିବାରବର୍ଗ। bbox=[1311, 1975, 1484, 2030]
zodiac-sign: ସିଂହ: bbox=[1168, 267, 1191, 281]
child-photo bbox=[390, 52, 470, 152]
classified-ad: Self driven Santro Xing XO model 2006/ Honda Civic also. Contact: 9040728289. bbox=[4, 394, 184, 441]
zodiac-icon bbox=[1142, 399, 1164, 421]
classified-ad: Stithiban high land plots near SUM Hospital (infront of IIIT) another project near Kateni adjacent 200' NH immediate registration. 9658541297. bbox=[4, 1915, 184, 1990]
classified-ad: 1500 and 7500 sqft. hall at Jayadev Vihar, Bomikhal Chhak office, office-cum-godown preferred. Contact: 9937950323, 9237961526. bbox=[379, 379, 564, 454]
obituary-3-name: ସ୍ୱର୍ଗତ ସୁଧାକର ମିଶ୍ର bbox=[1339, 1960, 1456, 1975]
story-low-rain-headline: କମ୍ ବର୍ଷା ଫେରୁଛି... bbox=[568, 1560, 819, 1598]
packers-label: PACKERS & MOVERS bbox=[386, 558, 557, 574]
horoscope-text bbox=[1168, 267, 1486, 289]
obituary-3-photo bbox=[1321, 1806, 1474, 1956]
astrologer-credit: ଜ୍ୟୋତିର୍ବିଦ୍ୟା ବିଶାରଦ ପ୍ରସନ୍ନ କୁମାର ମହାପାତ୍ର ମଙ୍ଗଳାରାଣୀର ଶାସନ, କାଙ୍ଗା, ଗଞ୍ଜାମ bbox=[1138, 93, 1490, 132]
horoscope-text bbox=[1168, 325, 1486, 355]
horoscope-item bbox=[1138, 454, 1490, 483]
zodiac-icon bbox=[1142, 267, 1164, 289]
classified-ad: 2BR simplex apartment, 3BR duplex Bank approved project at Hansapal (BBSR) Contact: 9338264444, 9439720434. bbox=[189, 753, 374, 814]
zodiac-icon bbox=[1142, 428, 1164, 450]
birthday-fields bbox=[14, 102, 214, 180]
greeting-title: ଜନ୍ମଦିନର ଶୁଭେଚ୍ଛା bbox=[794, 788, 902, 803]
classified-ad: HeroHonda Passion Plus, Honda Aviator in brand new condition for sale. 9040004750/ 9437484750. bbox=[4, 441, 184, 502]
automobile-label: AUTOMOBILE bbox=[25, 352, 163, 372]
zodiac-icon bbox=[1142, 362, 1164, 384]
health-category-image bbox=[379, 897, 564, 1017]
